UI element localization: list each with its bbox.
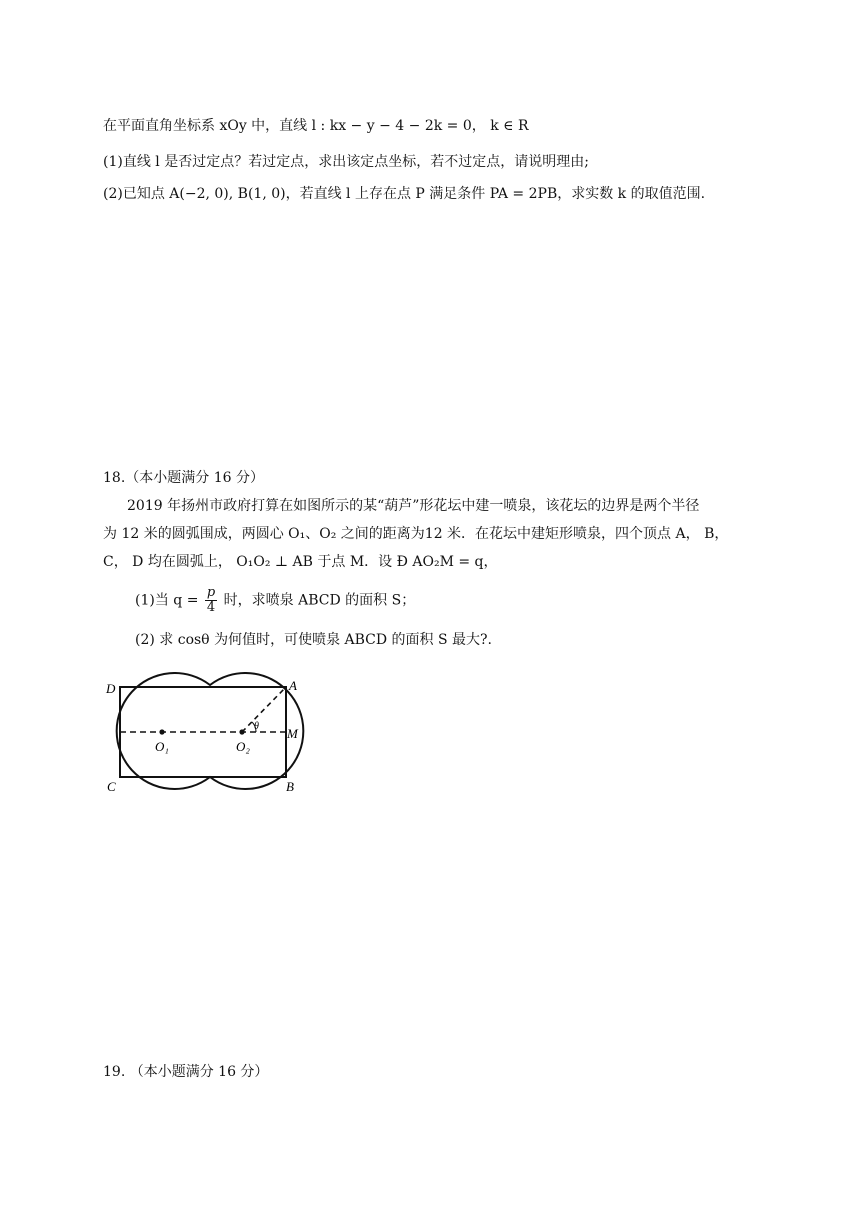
q18-part1-prefix: (1)当 q = xyxy=(135,592,199,609)
q19-header: 19. （本小题满分 16 分） xyxy=(103,1064,269,1080)
gourd-fountain-figure xyxy=(96,672,316,804)
fraction-numerator: p xyxy=(206,585,216,600)
q17-part1: (1)直线 l 是否过定点？若过定点，求出该定点坐标，若不过定点，请说明理由; xyxy=(103,154,589,170)
label-d: D xyxy=(106,681,116,696)
gourd-boundary xyxy=(117,673,304,789)
q17-intro: 在平面直角坐标系 xOy 中，直线 l : kx − y − 4 − 2k = 0， k ∈ R xyxy=(103,118,529,134)
center-o1-dot xyxy=(159,729,164,734)
q18-part1-suffix: 时，求喷泉 ABCD 的面积 S； xyxy=(223,592,416,609)
q18-part1 xyxy=(135,586,415,615)
q18-header: 18.（本小题满分 16 分） xyxy=(103,470,264,486)
label-m: M xyxy=(287,726,298,741)
q17-part2: (2)已知点 A(−2, 0), B(1, 0)，若直线 l 上存在点 P 满足条件 PA = 2PB，求实数 k 的取值范围. xyxy=(103,186,706,202)
label-c: C xyxy=(107,779,116,794)
label-a: A xyxy=(289,678,297,693)
label-b: B xyxy=(286,779,294,794)
q18-body-line2: 为 12 米的圆弧围成，两圆心 O₁、O₂ 之间的距离为12 米．在花坛中建矩形喷泉，四个顶点 A， B， xyxy=(103,526,729,542)
label-o1: O₁ xyxy=(155,739,169,754)
q18-part2: (2) 求 cosθ 为何值时，可使喷泉 ABCD 的面积 S 最大?. xyxy=(135,632,493,648)
radius-o2-a-dashed xyxy=(242,687,286,732)
pi-over-4-fraction xyxy=(205,586,217,615)
q18-body-line1: 2019 年扬州市政府打算在如图所示的某“葫芦”形花坛中建一喷泉，该花坛的边界是两个半径 xyxy=(127,498,700,514)
center-o2-dot xyxy=(239,729,244,734)
label-o2: O₂ xyxy=(236,739,250,754)
fraction-denominator: 4 xyxy=(206,600,216,615)
q18-body-line3: C， D 均在圆弧上， O₁O₂ ⊥ AB 于点 M．设 Ð AO₂M = q， xyxy=(103,554,498,570)
label-theta: θ xyxy=(254,721,259,732)
